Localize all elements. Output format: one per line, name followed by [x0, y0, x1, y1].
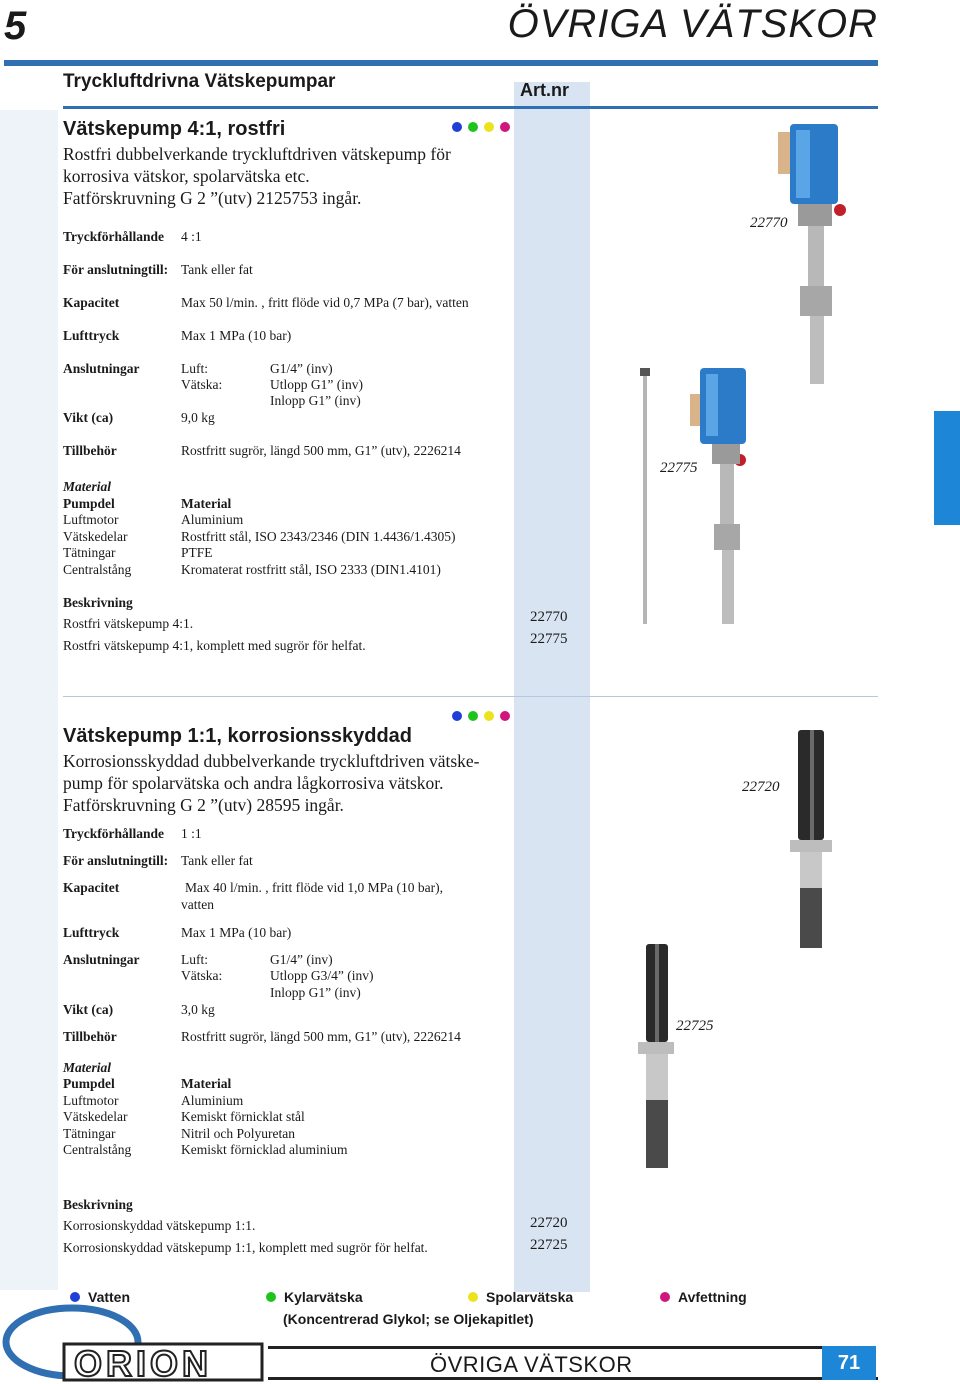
description-text: Rostfri vätskepump 4:1.: [63, 616, 194, 631]
lead-line: Fatförskruvning G 2 ”(utv) 28595 ingår.: [63, 795, 344, 815]
page-number: 71: [822, 1346, 876, 1380]
material-value: Kromaterat rostfritt stål, ISO 2333 (DIN1.4101): [181, 562, 441, 577]
article-number: 22770: [530, 609, 568, 625]
page-title: ÖVRIGA VÄTSKOR: [507, 2, 878, 46]
legend-note: (Koncentrerad Glykol; se Oljekapitlet): [283, 1311, 534, 1327]
legend-item: Avfettning: [678, 1289, 747, 1305]
article-number: 22720: [530, 1215, 568, 1231]
inlet-value: Inlopp G1” (inv): [270, 985, 361, 1000]
capacity-value: Max 50 l/min. , fritt flöde vid 0,7 MPa (7 bar), vatten: [181, 295, 469, 310]
air-port-label: Luft:: [181, 361, 208, 376]
weight-label: Vikt (ca): [63, 410, 114, 425]
material-part: Tätningar: [63, 545, 116, 560]
pump-22720-image: [786, 730, 836, 952]
material-value: Material: [181, 496, 232, 511]
section-subtitle: Tryckluftdrivna Vätskepumpar: [63, 71, 336, 92]
product1-title: Vätskepump 4:1, rostfri: [63, 118, 286, 140]
orion-logo: [2, 1300, 266, 1384]
conn-label: För anslutningtill:: [63, 853, 169, 868]
air-port-value: G1/4” (inv): [270, 952, 333, 967]
weight-value: 9,0 kg: [181, 410, 215, 425]
article-number: 22775: [530, 631, 568, 647]
air-port-value: G1/4” (inv): [270, 361, 333, 376]
footer-title: ÖVRIGA VÄTSKOR: [430, 1352, 633, 1377]
section-separator: [63, 696, 878, 697]
material-part: Luftmotor: [63, 512, 119, 527]
subtitle-rule: [63, 106, 878, 109]
artnr-heading: Art.nr: [520, 80, 569, 100]
liquid-port-label: Vätska:: [181, 377, 223, 392]
material-heading: Material: [63, 1060, 112, 1075]
conn-label: För anslutningtill:: [63, 262, 169, 277]
material-value: Kemiskt förnicklad aluminium: [181, 1142, 348, 1157]
description-heading: Beskrivning: [63, 1197, 133, 1212]
product1-color-dots: [452, 122, 510, 132]
photo-label: 22775: [660, 460, 698, 476]
material-value: Kemiskt förnicklat stål: [181, 1109, 305, 1124]
outlet-value: Utlopp G3/4” (inv): [270, 968, 374, 983]
material-part: Tätningar: [63, 1126, 116, 1141]
weight-label: Vikt (ca): [63, 1002, 114, 1017]
material-part: Vätskedelar: [63, 1109, 128, 1124]
material-value: Material: [181, 1076, 232, 1091]
material-heading: Material: [63, 479, 112, 494]
ratio-value: 4 :1: [181, 229, 202, 244]
blue-dot-icon: [452, 711, 462, 721]
description-text: Korrosionskyddad vätskepump 1:1.: [63, 1218, 256, 1233]
lead-line: Rostfri dubbelverkande tryckluftdriven vätskepump för: [63, 144, 451, 164]
product2-title: Vätskepump 1:1, korrosionsskyddad: [63, 725, 413, 747]
magenta-dot-icon: [500, 122, 510, 132]
pump-22770-image: [770, 120, 860, 390]
blue-dot-icon: [452, 122, 462, 132]
photo-label: 22770: [750, 215, 788, 231]
material-value: Aluminium: [181, 1093, 244, 1108]
yellow-dot-icon: [484, 122, 494, 132]
air-pressure-label: Lufttryck: [63, 328, 120, 343]
description-text: Korrosionskyddad vätskepump 1:1, komplett med sugrör för helfat.: [63, 1240, 428, 1255]
lead-line: korrosiva vätskor, spolarvätska etc.: [63, 166, 310, 186]
magenta-dot-icon: [500, 711, 510, 721]
side-tab: [934, 411, 960, 525]
product1-lead: [63, 143, 451, 209]
header-rule: [4, 60, 878, 66]
capacity-value: Max 40 l/min. , fritt flöde vid 1,0 MPa (10 bar),: [185, 880, 443, 895]
product2-color-dots: [452, 711, 510, 721]
capacity-value-cont: vatten: [181, 897, 214, 912]
photo-label: 22720: [742, 779, 780, 795]
capacity-label: Kapacitet: [63, 295, 120, 310]
ratio-label: Tryckförhållande: [63, 229, 164, 244]
yellow-dot-icon: [484, 711, 494, 721]
material-value: Rostfritt stål, ISO 2343/2346 (DIN 1.4436/1.4305): [181, 529, 456, 544]
capacity-label: Kapacitet: [63, 880, 120, 895]
left-shade-band: [0, 110, 58, 1290]
logo-text: ORION: [74, 1343, 213, 1384]
ports-label: Anslutningar: [63, 952, 140, 967]
magenta-dot-icon: [660, 1292, 670, 1302]
air-port-label: Luft:: [181, 952, 208, 967]
ratio-value: 1 :1: [181, 826, 202, 841]
air-pressure-value: Max 1 MPa (10 bar): [181, 925, 292, 940]
material-part: Pumpdel: [63, 1076, 115, 1091]
footer-rule-top: [268, 1346, 822, 1349]
photo-label: 22725: [676, 1018, 714, 1034]
material-part: Vätskedelar: [63, 529, 128, 544]
material-part: Luftmotor: [63, 1093, 119, 1108]
accessory-label: Tillbehör: [63, 1029, 117, 1044]
description-text: Rostfri vätskepump 4:1, komplett med sugrör för helfat.: [63, 638, 366, 653]
yellow-dot-icon: [468, 1292, 478, 1302]
weight-value: 3,0 kg: [181, 1002, 215, 1017]
inlet-value: Inlopp G1” (inv): [270, 393, 361, 408]
pump-22725-image: [636, 944, 676, 1172]
lead-line: Korrosionsskyddad dubbelverkande tryckluftdriven vätske-: [63, 751, 480, 771]
legend-item: Spolarvätska: [486, 1289, 574, 1305]
material-part: Centralstång: [63, 562, 132, 577]
artnr-column: [514, 82, 590, 1292]
liquid-port-label: Vätska:: [181, 968, 223, 983]
material-part: Centralstång: [63, 1142, 132, 1157]
conn-value: Tank eller fat: [181, 853, 253, 868]
green-dot-icon: [468, 711, 478, 721]
air-pressure-label: Lufttryck: [63, 925, 120, 940]
green-dot-icon: [468, 122, 478, 132]
section-number: 5: [4, 4, 27, 48]
ratio-label: Tryckförhållande: [63, 826, 164, 841]
accessory-value: Rostfritt sugrör, längd 500 mm, G1” (utv), 2226214: [181, 443, 461, 458]
lead-line: pump för spolarvätska och andra lågkorrosiva vätskor.: [63, 773, 444, 793]
legend-item: Vatten: [88, 1289, 131, 1305]
conn-value: Tank eller fat: [181, 262, 253, 277]
green-dot-icon: [266, 1292, 276, 1302]
outlet-value: Utlopp G1” (inv): [270, 377, 363, 392]
product2-lead: [63, 750, 480, 816]
material-value: Aluminium: [181, 512, 244, 527]
lead-line: Fatförskruvning G 2 ”(utv) 2125753 ingår.: [63, 188, 362, 208]
ports-label: Anslutningar: [63, 361, 140, 376]
pump-22775-image: [634, 366, 754, 628]
material-value: Nitril och Polyuretan: [181, 1126, 295, 1141]
material-part: Pumpdel: [63, 496, 115, 511]
legend-item: Kylarvätska: [284, 1289, 363, 1305]
accessory-value: Rostfritt sugrör, längd 500 mm, G1” (utv), 2226214: [181, 1029, 461, 1044]
accessory-label: Tillbehör: [63, 443, 117, 458]
article-number: 22725: [530, 1237, 568, 1253]
material-value: PTFE: [181, 545, 213, 560]
air-pressure-value: Max 1 MPa (10 bar): [181, 328, 292, 343]
description-heading: Beskrivning: [63, 595, 133, 610]
